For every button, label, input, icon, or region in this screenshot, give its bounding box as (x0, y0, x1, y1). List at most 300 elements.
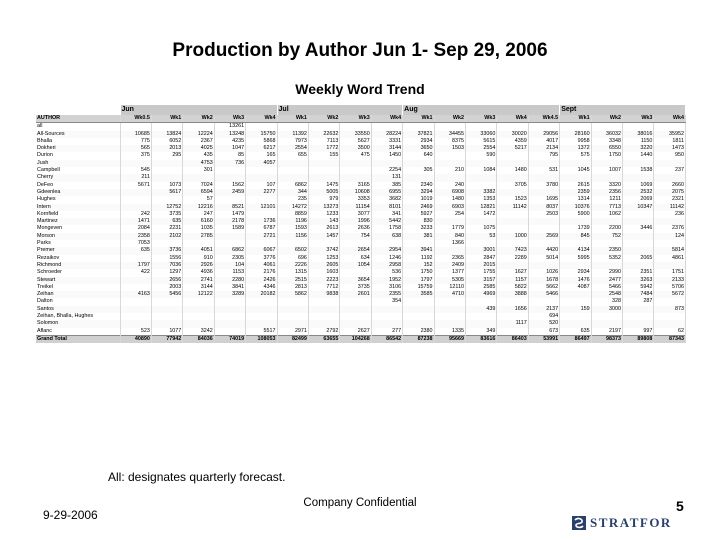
word-count-cell (340, 167, 371, 174)
word-count-cell: 2200 (591, 225, 622, 232)
word-count-cell: 2636 (340, 225, 371, 232)
table-row (36, 247, 686, 254)
word-count-cell: 237 (654, 167, 686, 174)
word-count-cell (371, 123, 402, 131)
table-row (36, 320, 686, 327)
word-count-cell: 1750 (591, 152, 622, 159)
author-name-cell: Durion (36, 152, 120, 159)
word-count-cell: 520 (528, 320, 559, 327)
word-count-cell: 2554 (277, 145, 308, 152)
word-count-cell (340, 269, 371, 276)
word-count-cell: 2469 (403, 204, 434, 211)
word-count-cell: 1739 (560, 225, 591, 232)
word-count-cell (623, 313, 654, 320)
word-count-cell (403, 298, 434, 305)
word-count-cell: 14272 (277, 204, 308, 211)
word-count-cell (434, 298, 465, 305)
word-count-cell: 2934 (560, 269, 591, 276)
word-count-cell (214, 196, 245, 203)
word-count-cell: 305 (403, 167, 434, 174)
word-count-cell: 242 (120, 211, 151, 218)
word-count-cell (120, 298, 151, 305)
word-count-cell (151, 196, 182, 203)
word-count-cell: 85 (214, 152, 245, 159)
table-row (36, 225, 686, 232)
word-count-cell: 1772 (308, 145, 339, 152)
word-count-cell (340, 313, 371, 320)
word-count-cell (214, 298, 245, 305)
word-count-cell: 830 (403, 218, 434, 225)
author-name-cell: Intern (36, 204, 120, 211)
week-column-header: Wk1 (277, 115, 308, 123)
word-count-cell: 3941 (403, 247, 434, 254)
word-count-cell (120, 320, 151, 327)
author-name-cell: Rezaikov (36, 255, 120, 262)
word-count-cell: 1073 (151, 182, 182, 189)
word-count-cell: 10608 (340, 189, 371, 196)
word-count-cell: 5995 (560, 255, 591, 262)
logo-mark-icon (572, 516, 586, 530)
word-count-cell: 2426 (246, 277, 277, 284)
week-column-header: Wk3 (623, 115, 654, 123)
word-count-cell (214, 174, 245, 181)
author-name-cell: Hughes (36, 196, 120, 203)
word-count-cell: 1192 (403, 255, 434, 262)
word-count-cell (151, 320, 182, 327)
word-count-cell (151, 174, 182, 181)
word-count-cell: 1755 (465, 269, 496, 276)
word-count-cell (434, 123, 465, 131)
word-count-cell: 2627 (340, 328, 371, 336)
word-count-cell: 2356 (591, 189, 622, 196)
table-row (36, 196, 686, 203)
page-subtitle: Weekly Word Trend (295, 81, 425, 97)
word-count-cell: 4753 (183, 160, 214, 167)
footer-date: 9-29-2006 (43, 508, 98, 522)
word-count-cell (591, 174, 622, 181)
word-count-cell (528, 298, 559, 305)
word-count-cell: 873 (654, 306, 686, 313)
author-name-cell: Gdeenlea (36, 189, 120, 196)
word-count-cell: 2605 (308, 262, 339, 269)
grand-total-cell: 53991 (528, 335, 559, 343)
word-count-cell (277, 174, 308, 181)
word-count-cell (120, 284, 151, 291)
word-count-cell: 6217 (246, 145, 277, 152)
word-count-cell: 2280 (214, 277, 245, 284)
word-count-cell: 3776 (246, 255, 277, 262)
word-count-cell: 638 (371, 233, 402, 240)
word-count-cell: 2660 (654, 182, 686, 189)
word-count-cell: 344 (277, 189, 308, 196)
word-count-cell (623, 262, 654, 269)
word-count-cell (497, 160, 528, 167)
word-count-cell: 1117 (497, 320, 528, 327)
word-count-cell: 4087 (560, 284, 591, 291)
word-count-cell (434, 320, 465, 327)
word-count-cell (340, 320, 371, 327)
word-count-cell (528, 189, 559, 196)
author-name-cell: Stewart (36, 277, 120, 284)
word-count-cell: 1233 (308, 211, 339, 218)
word-count-cell: 4057 (246, 160, 277, 167)
page-title: Production by Author Jun 1- Sep 29, 2006 (172, 40, 548, 61)
word-count-cell (560, 174, 591, 181)
confidential-label: Company Confidential (303, 497, 417, 509)
word-count-cell: 104 (214, 262, 245, 269)
word-count-cell: 2102 (151, 233, 182, 240)
word-count-cell: 2615 (560, 182, 591, 189)
word-count-cell (277, 320, 308, 327)
word-count-cell: 6052 (151, 138, 182, 145)
word-count-cell: 1157 (497, 277, 528, 284)
word-count-cell: 328 (591, 298, 622, 305)
word-count-cell: 211 (120, 174, 151, 181)
word-count-cell (654, 320, 686, 327)
word-count-cell (591, 240, 622, 247)
word-count-cell: 655 (277, 152, 308, 159)
word-count-cell: 5627 (340, 138, 371, 145)
word-count-cell (183, 174, 214, 181)
grand-total-cell: 89808 (623, 335, 654, 343)
word-count-cell (560, 123, 591, 131)
word-count-cell: 2554 (465, 145, 496, 152)
word-count-cell: 1047 (214, 145, 245, 152)
word-count-cell: 3294 (403, 189, 434, 196)
word-count-cell: 1589 (214, 225, 245, 232)
word-count-cell (214, 313, 245, 320)
word-count-cell (340, 298, 371, 305)
word-count-cell (528, 262, 559, 269)
word-count-cell: 565 (120, 145, 151, 152)
word-count-cell: 6787 (246, 225, 277, 232)
word-count-cell: 1656 (497, 306, 528, 313)
word-count-cell: 3841 (214, 284, 245, 291)
word-count-cell (623, 233, 654, 240)
word-count-cell: 4061 (246, 262, 277, 269)
word-count-cell (371, 160, 402, 167)
week-column-header: Wk4 (654, 115, 686, 123)
word-count-cell: 5814 (654, 247, 686, 254)
word-count-cell: 1472 (465, 211, 496, 218)
word-count-cell: 53 (465, 233, 496, 240)
author-name-cell: Dokheri (36, 145, 120, 152)
word-count-cell: 2990 (591, 269, 622, 276)
grand-total-cell: 87343 (654, 335, 686, 343)
word-count-cell: 3348 (591, 138, 622, 145)
production-table (36, 105, 686, 343)
week-column-header: Wk3 (465, 115, 496, 123)
word-count-cell: 235 (277, 196, 308, 203)
word-count-cell (151, 167, 182, 174)
author-column-header: AUTHOR (36, 115, 120, 123)
author-name-cell: Santos (36, 306, 120, 313)
word-count-cell (246, 211, 277, 218)
word-count-cell (560, 262, 591, 269)
author-name-cell: Bhalla (36, 138, 120, 145)
table-row (36, 174, 686, 181)
word-count-cell: 2926 (183, 262, 214, 269)
word-count-cell (120, 189, 151, 196)
word-count-cell (277, 167, 308, 174)
word-count-cell: 1246 (371, 255, 402, 262)
word-count-cell (403, 320, 434, 327)
word-count-cell (246, 196, 277, 203)
word-count-cell: 2409 (434, 262, 465, 269)
word-count-cell (528, 225, 559, 232)
word-count-cell (183, 298, 214, 305)
word-count-cell (654, 240, 686, 247)
word-count-cell (654, 123, 686, 131)
word-count-cell: 1457 (308, 233, 339, 240)
word-count-cell: 8101 (371, 204, 402, 211)
word-count-cell: 5672 (654, 291, 686, 298)
word-count-cell: 531 (528, 167, 559, 174)
word-count-cell (120, 277, 151, 284)
word-count-cell: 240 (434, 182, 465, 189)
word-count-cell: 1480 (497, 167, 528, 174)
word-count-cell (246, 313, 277, 320)
grand-total-cell: 83616 (465, 335, 496, 343)
grand-total-cell: 95669 (434, 335, 465, 343)
word-count-cell: 7423 (497, 247, 528, 254)
table-row (36, 204, 686, 211)
word-count-cell: 3000 (591, 306, 622, 313)
word-count-cell: 1084 (465, 167, 496, 174)
month-header: Jun (120, 105, 277, 115)
word-count-cell: 2548 (591, 291, 622, 298)
word-count-cell: 5671 (120, 182, 151, 189)
word-count-cell: 2792 (308, 328, 339, 336)
word-count-cell (497, 313, 528, 320)
word-count-cell: 635 (120, 247, 151, 254)
word-count-cell: 3242 (183, 328, 214, 336)
word-count-cell: 4861 (654, 255, 686, 262)
word-count-cell: 1473 (654, 145, 686, 152)
table-row (36, 167, 686, 174)
word-count-cell: 3736 (151, 247, 182, 254)
word-count-cell: 3289 (214, 291, 245, 298)
word-count-cell: 3735 (340, 284, 371, 291)
word-count-cell: 375 (120, 152, 151, 159)
word-count-cell: 1000 (497, 233, 528, 240)
word-count-cell (246, 298, 277, 305)
word-count-cell (403, 123, 434, 131)
word-count-cell (497, 152, 528, 159)
word-count-cell: 4163 (120, 291, 151, 298)
word-count-cell: 5706 (654, 284, 686, 291)
word-count-cell (277, 160, 308, 167)
word-count-cell: 1211 (591, 196, 622, 203)
word-count-cell: 20182 (246, 291, 277, 298)
word-count-cell (654, 262, 686, 269)
word-count-cell: 1479 (214, 211, 245, 218)
word-count-cell: 2503 (528, 211, 559, 218)
word-count-cell (403, 240, 434, 247)
word-count-cell: 1153 (214, 269, 245, 276)
word-count-cell: 2376 (654, 225, 686, 232)
word-count-cell: 5005 (308, 189, 339, 196)
word-count-cell: 2226 (277, 262, 308, 269)
word-count-cell (183, 123, 214, 131)
week-column-header: Wk2 (434, 115, 465, 123)
word-count-cell: 12224 (183, 131, 214, 138)
word-count-cell: 2013 (151, 145, 182, 152)
word-count-cell: 5517 (246, 328, 277, 336)
word-count-cell: 1538 (623, 167, 654, 174)
word-count-cell (560, 218, 591, 225)
word-count-cell: 3382 (465, 189, 496, 196)
word-count-cell (246, 320, 277, 327)
word-count-cell: 6908 (434, 189, 465, 196)
word-count-cell (120, 123, 151, 131)
week-column-header: Wk4 (371, 115, 402, 123)
word-count-cell: 6502 (277, 247, 308, 254)
word-count-cell: 12216 (183, 204, 214, 211)
word-count-cell: 5900 (560, 211, 591, 218)
word-count-cell (434, 160, 465, 167)
word-count-cell: 1069 (623, 182, 654, 189)
word-count-cell: 6903 (434, 204, 465, 211)
word-count-cell: 2223 (308, 277, 339, 284)
word-count-cell: 12122 (183, 291, 214, 298)
word-count-cell: 1471 (120, 218, 151, 225)
word-count-cell (465, 182, 496, 189)
word-count-cell (371, 313, 402, 320)
grand-total-cell: 86542 (371, 335, 402, 343)
word-count-cell (497, 189, 528, 196)
table-row (36, 284, 686, 291)
word-count-cell: 6594 (183, 189, 214, 196)
word-count-cell: 3780 (528, 182, 559, 189)
word-count-cell: 3585 (403, 291, 434, 298)
grand-total-cell: 63655 (308, 335, 339, 343)
production-table-container (36, 105, 686, 343)
word-count-cell: 6067 (246, 247, 277, 254)
grand-total-cell: 98373 (591, 335, 622, 343)
word-count-cell: 1593 (277, 225, 308, 232)
word-count-cell: 4969 (465, 291, 496, 298)
word-count-cell: 2340 (403, 182, 434, 189)
word-count-cell: 1314 (560, 196, 591, 203)
word-count-cell (340, 306, 371, 313)
word-count-cell: 1335 (434, 328, 465, 336)
word-count-cell (246, 174, 277, 181)
word-count-cell (465, 218, 496, 225)
word-count-cell: 3735 (151, 211, 182, 218)
word-count-cell (371, 306, 402, 313)
word-count-cell: 13248 (214, 131, 245, 138)
word-count-cell: 2813 (277, 284, 308, 291)
word-count-cell: 2231 (151, 225, 182, 232)
word-count-cell (434, 152, 465, 159)
word-count-cell: 7024 (183, 182, 214, 189)
word-count-cell: 475 (340, 152, 371, 159)
word-count-cell (214, 233, 245, 240)
word-count-cell: 1150 (623, 138, 654, 145)
word-count-cell (246, 306, 277, 313)
word-count-cell (591, 262, 622, 269)
word-count-cell: 2934 (403, 138, 434, 145)
word-count-cell: 590 (465, 152, 496, 159)
word-count-cell: 2321 (654, 196, 686, 203)
word-count-cell (591, 160, 622, 167)
word-count-cell: 12110 (434, 284, 465, 291)
stratfor-logo (572, 515, 672, 531)
word-count-cell (403, 313, 434, 320)
word-count-cell: 5442 (371, 218, 402, 225)
word-count-cell (308, 123, 339, 131)
word-count-cell: 435 (183, 152, 214, 159)
word-count-cell: 8859 (277, 211, 308, 218)
table-row (36, 255, 686, 262)
word-count-cell (528, 218, 559, 225)
word-count-cell: 2176 (246, 269, 277, 276)
word-count-cell (465, 298, 496, 305)
word-count-cell: 13824 (151, 131, 182, 138)
word-count-cell: 4710 (434, 291, 465, 298)
word-count-cell: 795 (528, 152, 559, 159)
word-count-cell: 2741 (183, 277, 214, 284)
word-count-cell (528, 240, 559, 247)
word-count-cell: 33060 (465, 131, 496, 138)
word-count-cell: 736 (214, 160, 245, 167)
word-count-cell: 22632 (308, 131, 339, 138)
word-count-cell: 1476 (560, 277, 591, 284)
word-count-cell: 439 (465, 306, 496, 313)
word-count-cell (623, 123, 654, 131)
word-count-cell: 301 (183, 167, 214, 174)
word-count-cell (371, 240, 402, 247)
word-count-cell: 1075 (465, 225, 496, 232)
word-count-cell (623, 240, 654, 247)
author-name-cell: Campbell (36, 167, 120, 174)
word-count-cell: 3500 (340, 145, 371, 152)
author-name-cell: Zeihan, Bhalla, Hughes (36, 313, 120, 320)
page-number: 5 (676, 498, 684, 514)
word-count-cell: 1035 (183, 225, 214, 232)
word-count-cell: 5217 (497, 145, 528, 152)
word-count-cell: 1366 (434, 240, 465, 247)
word-count-cell: 349 (465, 328, 496, 336)
word-count-cell: 3263 (623, 277, 654, 284)
word-count-cell (151, 306, 182, 313)
word-count-cell: 997 (623, 328, 654, 336)
word-count-cell: 775 (120, 138, 151, 145)
word-count-cell (308, 240, 339, 247)
word-count-cell: 1372 (560, 145, 591, 152)
grand-total-label: Grand Total (36, 335, 120, 343)
word-count-cell: 3077 (340, 211, 371, 218)
word-count-cell: 28224 (371, 131, 402, 138)
word-count-cell: 6862 (214, 247, 245, 254)
word-count-cell: 1678 (528, 277, 559, 284)
word-count-cell (371, 320, 402, 327)
word-count-cell (120, 196, 151, 203)
word-count-cell: 4346 (246, 284, 277, 291)
author-name-cell: Martinez (36, 218, 120, 225)
word-count-cell: 3682 (371, 196, 402, 203)
word-count-cell: 3446 (623, 225, 654, 232)
word-count-cell: 3233 (403, 225, 434, 232)
word-count-cell (497, 298, 528, 305)
word-count-cell: 10376 (560, 204, 591, 211)
table-row (36, 160, 686, 167)
word-count-cell: 635 (560, 328, 591, 336)
word-count-cell (277, 240, 308, 247)
week-column-header: Wk3 (340, 115, 371, 123)
word-count-cell: 254 (434, 211, 465, 218)
